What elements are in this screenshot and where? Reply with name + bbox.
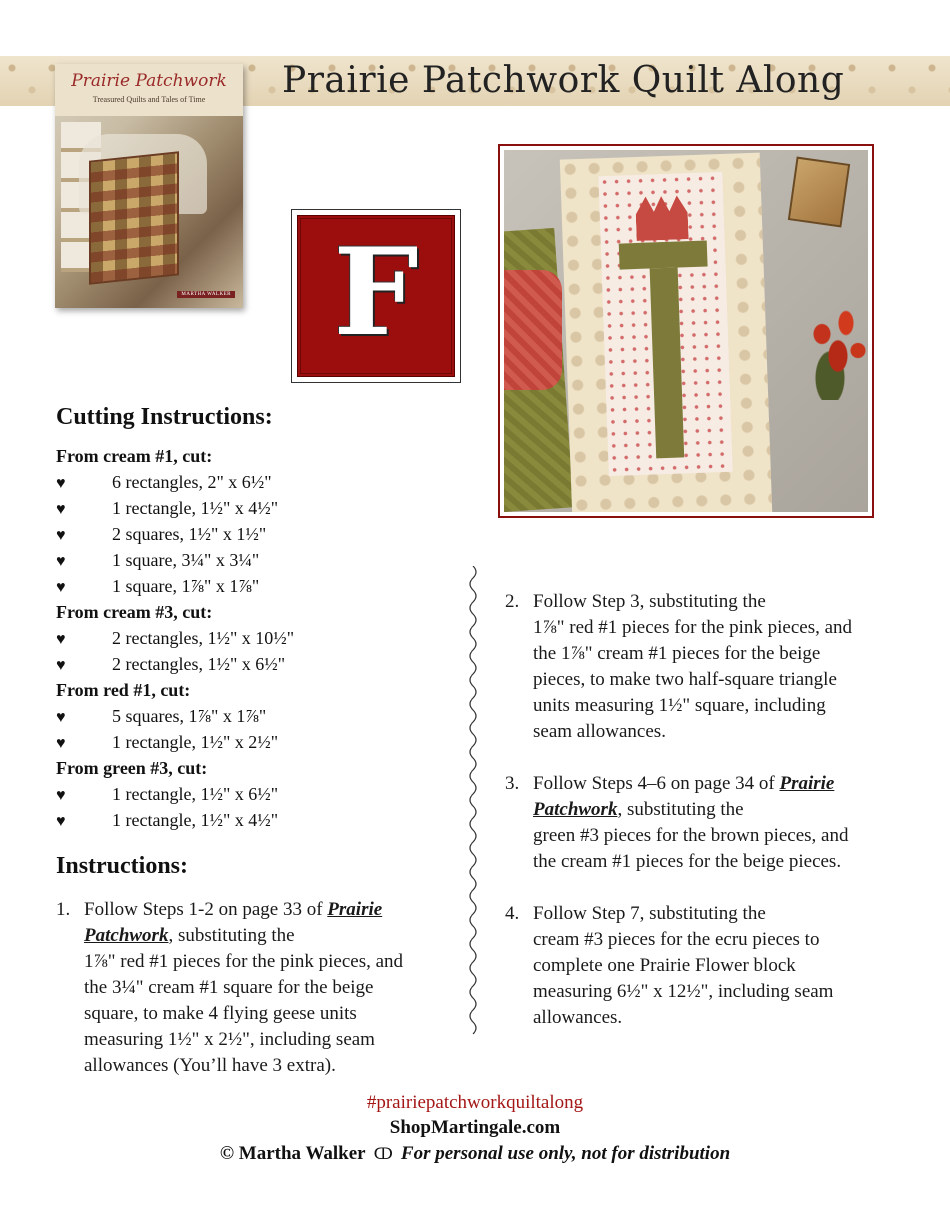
step-line: Follow Step 3, substituting the: [533, 591, 766, 612]
cutting-item-text: 6 rectangles, 2" x 6½": [112, 472, 272, 492]
cutting-item: [56, 550, 259, 571]
book-title-link[interactable]: Prairie: [327, 899, 383, 920]
instruction-step: [505, 771, 905, 875]
cutting-item-text: 5 squares, 1⅞" x 1⅞": [112, 706, 267, 726]
book-quilt-art: [89, 151, 179, 284]
cutting-heading: Cutting Instructions:: [56, 404, 273, 430]
usage-notice: For personal use only, not for distribution: [400, 1143, 731, 1164]
cutting-item-text: 2 squares, 1½" x 1½": [112, 524, 267, 544]
step-line: 1⅞" red #1 pieces for the pink pieces, and: [84, 951, 404, 972]
step-line: allowances (You’ll have 3 extra).: [84, 1055, 336, 1076]
instruction-step: [56, 897, 456, 1079]
letter-cube-art: [788, 157, 850, 228]
cutting-group-label: From cream #3, cut:: [56, 602, 213, 622]
step-line: allowances.: [533, 1007, 623, 1028]
step-line: 1⅞" red #1 pieces for the pink pieces, and: [533, 617, 853, 638]
cutting-item-text: 2 rectangles, 1½" x 10½": [112, 628, 295, 648]
letter-block: [291, 209, 461, 383]
heart-icon: ♥: [56, 579, 66, 596]
quilt-block-center: [598, 172, 732, 476]
cutting-item: [56, 524, 266, 545]
instruction-step: [505, 901, 905, 1031]
heart-icon: ♥: [56, 553, 66, 570]
step-line: seam allowances.: [533, 721, 666, 742]
book-cover-subtitle: Treasured Quilts and Tales of Time: [92, 95, 206, 104]
leaf-bar-art: [619, 241, 708, 270]
wavy-divider: [463, 566, 483, 1036]
flower-art: [635, 195, 689, 241]
book-cover-author: MARTHA WALKER: [177, 291, 235, 298]
ornament-icon: ↀ: [373, 1146, 393, 1163]
hashtag-link[interactable]: #prairiepatchworkquiltalong: [366, 1092, 584, 1113]
heart-icon: ♥: [56, 501, 66, 518]
copyright-text: © Martha Walker: [219, 1143, 366, 1164]
step-number: 3.: [505, 773, 520, 794]
cutting-item: [56, 472, 272, 493]
cutting-item-text: 1 rectangle, 1½" x 6½": [112, 784, 279, 804]
cutting-item: [56, 628, 294, 649]
heart-icon: ♥: [56, 813, 66, 830]
letter-block-background: [297, 215, 455, 377]
quilt-block-art: [560, 153, 772, 512]
instructions-heading: Instructions:: [56, 853, 189, 879]
step-number: 2.: [505, 591, 520, 612]
heart-icon: ♥: [56, 631, 66, 648]
step-line: pieces, to make two half-square triangle: [533, 669, 837, 690]
cutting-item: [56, 576, 259, 597]
book-cover-image: [55, 64, 243, 308]
step-line: the cream #1 pieces for the beige pieces.: [533, 851, 842, 872]
stem-art: [650, 268, 685, 459]
book-cover-title: Prairie Patchwork: [71, 71, 227, 91]
cutting-item: [56, 498, 278, 519]
cutting-item: [56, 732, 278, 753]
cutting-item-text: 1 rectangle, 1½" x 4½": [112, 498, 279, 518]
quilt-block-photo: [498, 144, 874, 518]
cutting-item-text: 1 square, 3¼" x 3¼": [112, 550, 260, 570]
step-line: measuring 6½" x 12½", including seam: [533, 981, 834, 1002]
step-line: units measuring 1½" square, including: [533, 695, 826, 716]
heart-icon: ♥: [56, 709, 66, 726]
cutting-item: [56, 654, 285, 675]
heart-icon: ♥: [56, 787, 66, 804]
cutting-item-text: 2 rectangles, 1½" x 6½": [112, 654, 286, 674]
heart-icon: ♥: [56, 735, 66, 752]
heart-icon: ♥: [56, 475, 66, 492]
photo-scene: [504, 150, 868, 512]
red-fabric-art: [504, 270, 562, 390]
step-line: Follow Steps 4–6 on page 34 of Prairie: [533, 773, 835, 794]
step-number: 1.: [56, 899, 71, 920]
cutting-item-text: 1 rectangle, 1½" x 2½": [112, 732, 279, 752]
site-link[interactable]: ShopMartingale.com: [389, 1117, 561, 1138]
instruction-step: [505, 589, 905, 745]
cutting-item-text: 1 square, 1⅞" x 1⅞": [112, 576, 260, 596]
book-title-link[interactable]: Patchwork: [84, 925, 169, 946]
step-line: Follow Steps 1-2 on page 33 of Prairie: [84, 899, 383, 920]
step-line: the 3¼" cream #1 square for the beige: [84, 977, 374, 998]
instructions-column-right: [505, 589, 905, 1031]
cutting-group-label: From green #3, cut:: [56, 758, 208, 778]
book-title-link[interactable]: Prairie: [779, 773, 835, 794]
instructions-column-left: [56, 897, 456, 1079]
copyright-line: [0, 1143, 950, 1165]
heart-icon: ♥: [56, 527, 66, 544]
step-number: 4.: [505, 903, 520, 924]
cutting-item: [56, 810, 278, 831]
cutting-item: [56, 784, 278, 805]
step-line: square, to make 4 flying geese units: [84, 1003, 357, 1024]
step-line: Patchwork, substituting the: [84, 925, 295, 946]
page-title: Prairie Patchwork Quilt Along: [282, 60, 845, 101]
cutting-item: [56, 706, 266, 727]
cutting-item-text: 1 rectangle, 1½" x 4½": [112, 810, 279, 830]
step-line: Patchwork, substituting the: [533, 799, 744, 820]
step-line: green #3 pieces for the brown pieces, and: [533, 825, 849, 846]
step-line: cream #3 pieces for the ecru pieces to: [533, 929, 820, 950]
peppers-art: [798, 290, 868, 400]
cutting-group-label: From red #1, cut:: [56, 680, 191, 700]
step-line: complete one Prairie Flower block: [533, 955, 796, 976]
step-line: measuring 1½" x 2½", including seam: [84, 1029, 375, 1050]
book-title-link[interactable]: Patchwork: [533, 799, 618, 820]
step-line: the 1⅞" cream #1 pieces for the beige: [533, 643, 821, 664]
heart-icon: ♥: [56, 657, 66, 674]
cutting-group-label: From cream #1, cut:: [56, 446, 213, 466]
letter-glyph: F: [333, 222, 419, 363]
step-line: Follow Step 7, substituting the: [533, 903, 766, 924]
